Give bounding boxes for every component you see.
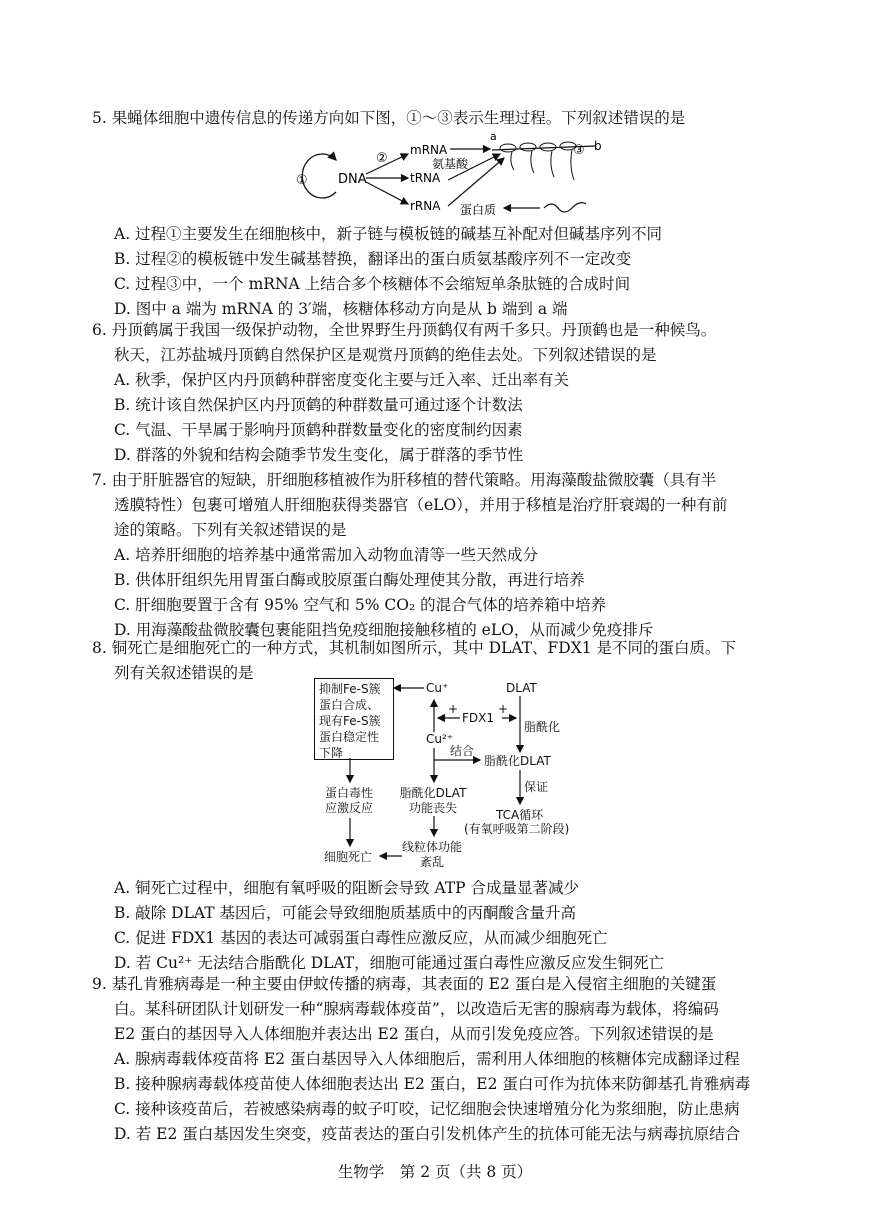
label-amino-acid: 氨基酸 (432, 157, 469, 171)
label-cu-plus: Cu⁺ (426, 681, 449, 695)
label-fdx1: FDX1 (462, 711, 494, 725)
option-6b: B. 统计该自然保护区内丹顶鹤的种群数量可通过逐个计数法 (114, 396, 523, 414)
label-lipoylation: 脂酰化 (524, 720, 561, 734)
option-7d: D. 用海藻酸盐微胶囊包裹能阻挡免疫细胞接触移植的 eLO，从而减少免疫排斥 (114, 621, 654, 639)
option-9d: D. 若 E2 蛋白基因发生突变，疫苗表达的蛋白引发机体产生的抗体可能无法与病毒抗原结合 (114, 1125, 741, 1143)
question-7 (92, 468, 792, 643)
question-9-stem-line1: 9. 基孔肯雅病毒是一种主要由伊蚊传播的病毒，其表面的 E2 蛋白是入侵宿主细胞的关键蛋 (92, 975, 717, 993)
label-bind: 结合 (450, 744, 475, 758)
label-tca-note: (有氧呼吸第二阶段) (464, 822, 570, 836)
option-6a: A. 秋季，保护区内丹顶鹤种群密度变化主要与迁入率、迁出率有关 (114, 371, 570, 389)
question-9-stem-line2: 白。某科研团队计划研发一种“腺病毒载体疫苗”，以改造后无害的腺病毒为载体，将编码 (114, 1000, 719, 1018)
option-6d: D. 群落的外貌和结构会随季节发生变化，属于群落的季节性 (114, 446, 524, 464)
question-8-options (92, 876, 792, 976)
label-tca-cycle: TCA循环 (496, 808, 544, 822)
label-dlat-loss: 脂酰化DLAT功能丧失 (399, 786, 467, 815)
question-5-options (92, 222, 792, 322)
label-mrna: mRNA (410, 143, 448, 157)
label-ensure: 保证 (524, 780, 549, 794)
cuproptosis-diagram (310, 678, 610, 874)
question-5 (92, 106, 792, 131)
label-protein: 蛋白质 (460, 203, 497, 217)
question-6-stem-line1: 6. 丹顶鹤属于我国一级保护动物，全世界野生丹顶鹤仅有两千多只。丹顶鹤也是一种候鸟。 (92, 321, 717, 339)
label-trna: tRNA (410, 171, 441, 185)
option-9c: C. 接种该疫苗后，若被感染病毒的蚊子叮咬，记忆细胞会快速增殖分化为浆细胞，防止患病 (114, 1100, 740, 1118)
option-8b: B. 敲除 DLAT 基因后，可能会导致细胞质基质中的丙酮酸含量升高 (114, 904, 577, 922)
question-7-stem-line3: 途的策略。下列有关叙述错误的是 (114, 521, 347, 539)
label-process-3: ③ (573, 143, 585, 158)
label-mito-dysfunction: 线粒体功能紊乱 (402, 840, 463, 869)
page-footer: 生物学 第 2 页（共 8 页） (337, 1163, 533, 1181)
label-process-2: ② (376, 151, 388, 166)
option-5a: A. 过程①主要发生在细胞核中，新子链与模板链的碱基互补配对但碱基序列不同 (114, 225, 663, 243)
question-9-stem-line3: E2 蛋白的基因导入人体细胞并表达出 E2 蛋白，从而引发免疫应答。下列叙述错误的是 (114, 1025, 714, 1043)
label-lipoyl-dlat: 脂酰化DLAT (484, 754, 551, 768)
question-6 (92, 318, 792, 468)
label-plus-left: + (448, 702, 459, 716)
label-dna: DNA (338, 172, 367, 187)
label-dlat: DLAT (506, 681, 537, 695)
option-7a: A. 培养肝细胞的培养基中通常需加入动物血清等一些天然成分 (114, 546, 539, 564)
option-9a: A. 腺病毒载体疫苗将 E2 蛋白基因导入人体细胞后，需利用人体细胞的核糖体完成翻译过程 (114, 1050, 740, 1068)
question-9 (92, 972, 792, 1147)
option-5b: B. 过程②的模板链中发生碱基替换，翻译出的蛋白质氨基酸序列不一定改变 (114, 250, 632, 268)
question-6-stem-line2: 秋天，江苏盐城丹顶鹤自然保护区是观赏丹顶鹤的绝佳去处。下列叙述错误的是 (114, 346, 657, 364)
gene-expression-diagram (290, 132, 620, 222)
question-7-stem-line1: 7. 由于肝脏器官的短缺，肝细胞移植被作为肝移植的替代策略。用海藻酸盐微胶囊（具有半 (92, 471, 717, 489)
label-b-end: b (594, 139, 602, 153)
label-process-1: ① (296, 173, 308, 188)
label-a-end: a (490, 132, 497, 143)
label-plus-right: + (498, 702, 509, 716)
option-8d: D. 若 Cu²⁺ 无法结合脂酰化 DLAT，细胞可能通过蛋白毒性应激反应发生铜死亡 (114, 954, 665, 972)
question-5-stem: 5. 果蝇体细胞中遗传信息的传递方向如下图，①～③表示生理过程。下列叙述错误的是 (92, 109, 686, 127)
question-7-stem-line2: 透膜特性）包裹可增殖人肝细胞获得类器官（eLO），并用于移植是治疗肝衰竭的一种有前 (114, 496, 728, 514)
option-7b: B. 供体肝组织先用胃蛋白酶或胶原蛋白酶处理使其分散，再进行培养 (114, 571, 585, 589)
fe-s-inhibition-box: 抑制Fe-S簇蛋白合成、现有Fe-S簇蛋白稳定性下降 (314, 678, 394, 760)
label-rrna: rRNA (410, 199, 441, 213)
label-proteotoxic-stress: 蛋白毒性应激反应 (324, 786, 373, 815)
label-cell-death: 细胞死亡 (324, 850, 373, 864)
option-5d: D. 图中 a 端为 mRNA 的 3′端，核糖体移动方向是从 b 端到 a 端 (114, 300, 568, 318)
question-8-stem-line1: 8. 铜死亡是细胞死亡的一种方式，其机制如图所示，其中 DLAT、FDX1 是不同的蛋白质。下 (92, 639, 737, 657)
option-8a: A. 铜死亡过程中，细胞有氧呼吸的阻断会导致 ATP 合成量显著减少 (114, 879, 580, 897)
option-9b: B. 接种腺病毒载体疫苗使人体细胞表达出 E2 蛋白，E2 蛋白可作为抗体来防御基孔肯雅病毒 (114, 1075, 751, 1093)
option-7c: C. 肝细胞要置于含有 95% 空气和 5% CO₂ 的混合气体的培养箱中培养 (114, 596, 607, 614)
option-8c: C. 促进 FDX1 基因的表达可减弱蛋白毒性应激反应，从而减少细胞死亡 (114, 929, 608, 947)
option-5c: C. 过程③中，一个 mRNA 上结合多个核糖体不会缩短单条肽链的合成时间 (114, 275, 631, 293)
label-cu2-plus: Cu²⁺ (426, 732, 454, 746)
option-6c: C. 气温、干旱属于影响丹顶鹤种群数量变化的密度制约因素 (114, 421, 523, 439)
question-8-stem-line2: 列有关叙述错误的是 (114, 664, 254, 682)
